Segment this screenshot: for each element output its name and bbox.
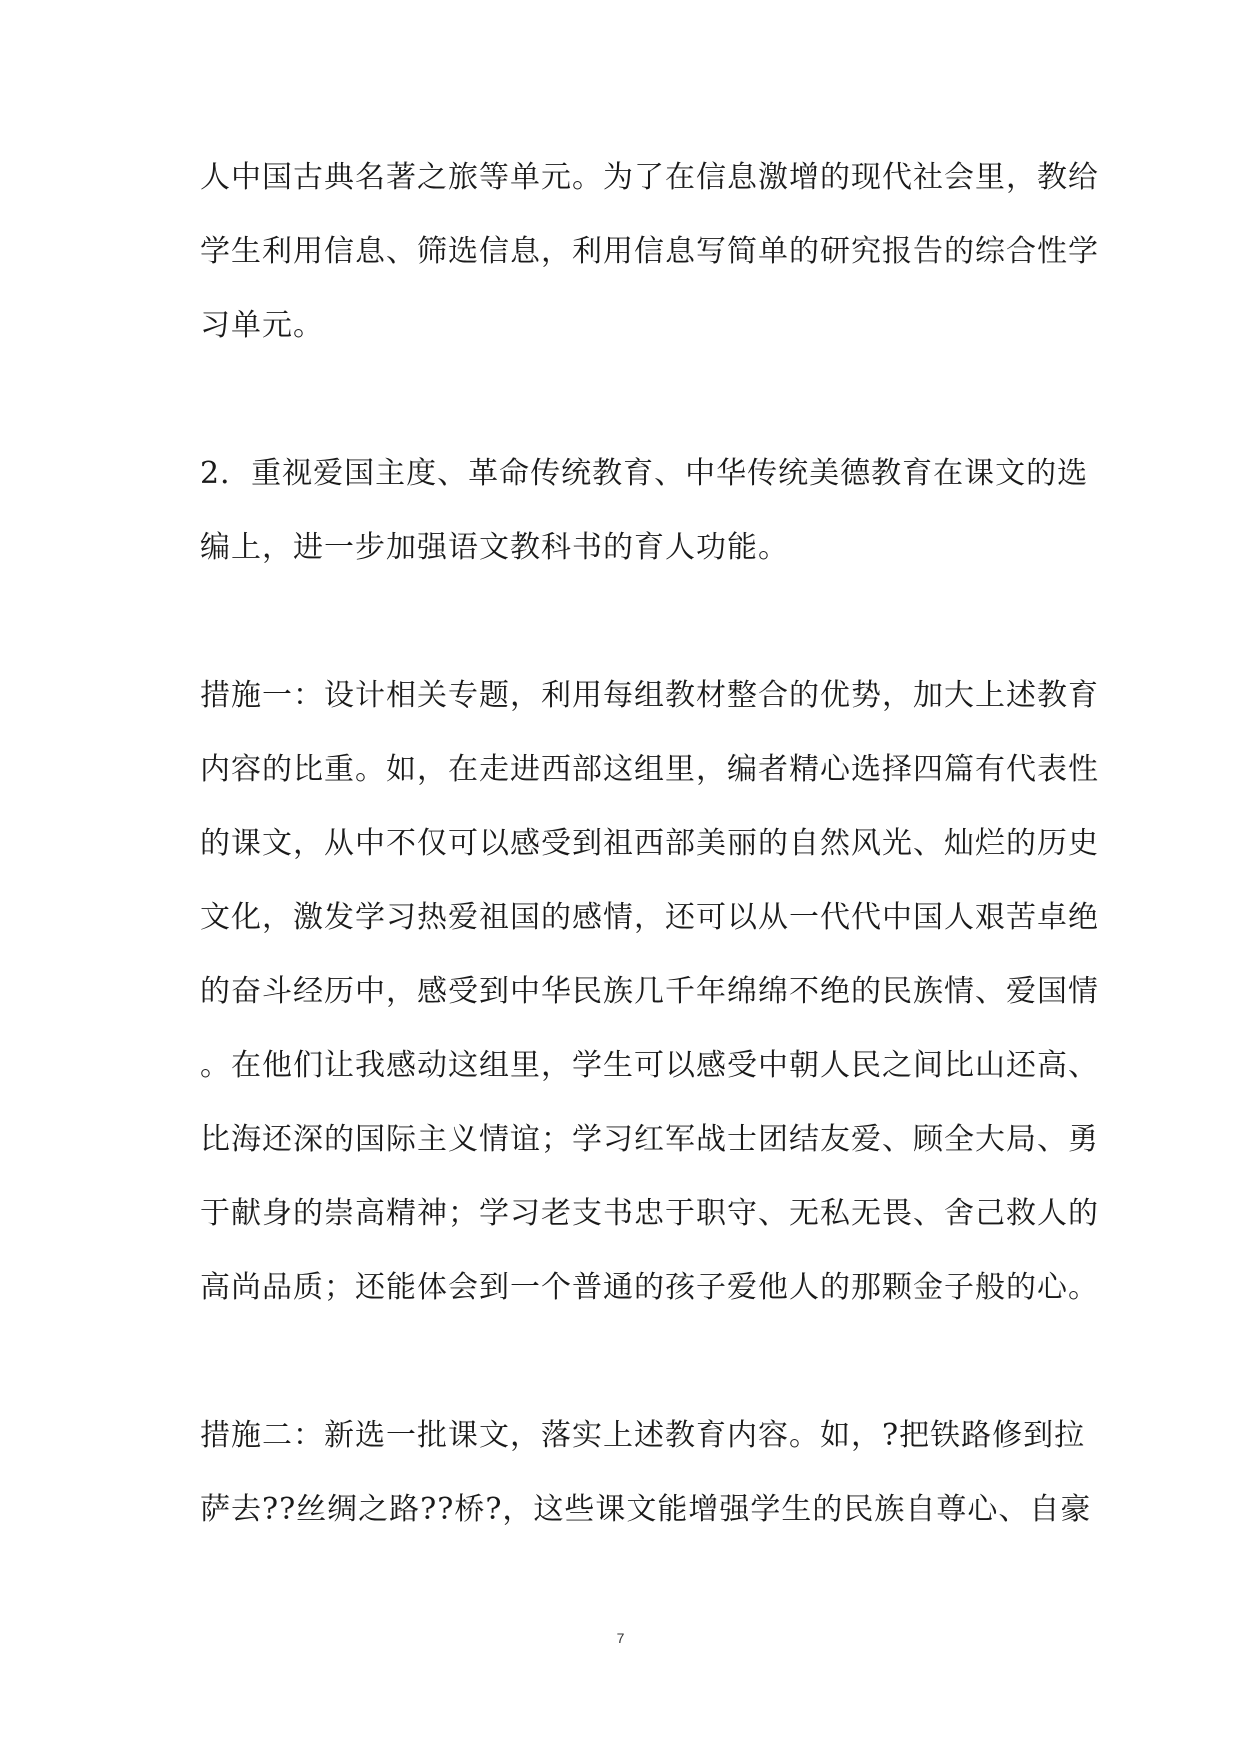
text-line: 措施二：新选一批课文，落实上述教育内容。如，?把铁路修到拉 (200, 1418, 1086, 1453)
text-line: 编上，进一步加强语文教科书的育人功能。 (200, 530, 789, 565)
text-line: 2．重视爱国主度、革命传统教育、中华传统美德教育在课文的选 (200, 456, 1089, 491)
text-line: 的课文，从中不仅可以感受到祖西部美丽的自然风光、灿烂的历史 (200, 826, 1099, 861)
text-line: 。在他们让我感动这组里，学生可以感受中朝人民之间比山还高、 (200, 1048, 1099, 1083)
text-line: 于献身的崇高精神；学习老支书忠于职守、无私无畏、舍己救人的 (200, 1196, 1099, 1231)
text-line: 习单元。 (200, 308, 324, 343)
text-line: 学生利用信息、筛选信息，利用信息写简单的研究报告的综合性学 (200, 234, 1099, 269)
text-line: 措施一：设计相关专题，利用每组教材整合的优势，加大上述教育 (200, 678, 1099, 713)
text-line: 萨去??丝绸之路??桥?，这些课文能增强学生的民族自尊心、自豪 (200, 1492, 1092, 1527)
text-line: 内容的比重。如，在走进西部这组里，编者精心选择四篇有代表性 (200, 752, 1099, 787)
text-line: 高尚品质；还能体会到一个普通的孩子爱他人的那颗金子般的心。 (200, 1270, 1099, 1305)
text-line: 文化，激发学习热爱祖国的感情，还可以从一代代中国人艰苦卓绝 (200, 900, 1099, 935)
text-line: 比海还深的国际主义情谊；学习红军战士团结友爱、顾全大局、勇 (200, 1122, 1099, 1157)
page-number: 7 (616, 1630, 625, 1646)
text-line: 人中国古典名著之旅等单元。为了在信息激增的现代社会里，教给 (200, 160, 1099, 195)
text-line: 的奋斗经历中，感受到中华民族几千年绵绵不绝的民族情、爱国情 (200, 974, 1099, 1009)
